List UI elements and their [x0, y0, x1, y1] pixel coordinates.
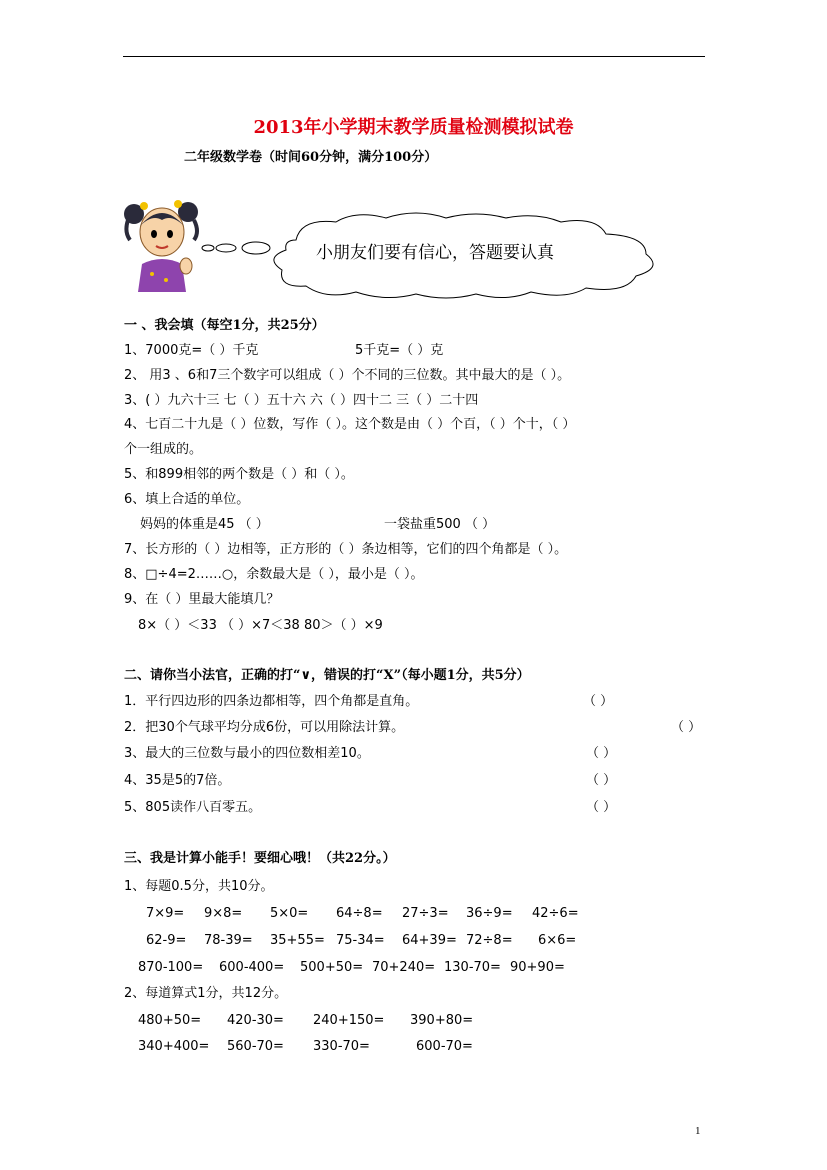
judge-item-4: 4、35是5的7倍。	[124, 773, 231, 788]
q3-line: 3、( ）九六十三 七（ ）五十六 六（ ）四十二 三（ ）二十四	[124, 393, 479, 408]
judge-paren-5: （ ）	[586, 800, 617, 815]
q5-line: 5、和899相邻的两个数是（ ）和（ ）。	[124, 467, 354, 482]
q4-line: 4、七百二十九是（ ）位数，写作（ ）。这个数是由（ ）个百，（ ）个十，（ ）	[124, 417, 576, 432]
calc-r1-6: 36÷9=	[466, 906, 513, 921]
calc-r1-5: 27÷3=	[402, 906, 449, 921]
calc-r1-3: 5×0=	[270, 906, 309, 921]
q6-line-b: 一袋盐重500 （ ）	[384, 517, 496, 532]
q9-line: 9、在（ ）里最大能填几？	[124, 592, 280, 607]
calc-r2-2: 78-39=	[204, 933, 253, 948]
page-number: 1	[695, 1125, 701, 1137]
q9-line-items: 8×（ ）＜33 （ ）×7＜38 80＞（ ）×9	[138, 618, 383, 633]
calc-r3-4: 70+240=	[372, 960, 436, 975]
calc-r2-5: 64+39=	[402, 933, 457, 948]
calc-r2-7: 6×6=	[538, 933, 577, 948]
judge-paren-1: （ ）	[583, 694, 614, 709]
section3-heading: 三、我是计算小能手！要细心哦！（共22分。）	[124, 851, 396, 866]
calc-r4-4: 390+80=	[410, 1013, 474, 1028]
calc-r4-2: 420-30=	[227, 1013, 284, 1028]
calc-r4-3: 240+150=	[313, 1013, 385, 1028]
header-rule	[123, 56, 705, 57]
calc-r1-1: 7×9=	[146, 906, 185, 921]
calc-r3-3: 500+50=	[300, 960, 364, 975]
calc-r2-1: 62-9=	[146, 933, 187, 948]
calc-r1-7: 42÷6=	[532, 906, 579, 921]
judge-item-3: 3、最大的三位数与最小的四位数相差10。	[124, 746, 370, 761]
calc-r2-3: 35+55=	[270, 933, 325, 948]
calc-r3-2: 600-400=	[219, 960, 285, 975]
calc-r3-5: 130-70=	[444, 960, 501, 975]
calc-r5-2: 560-70=	[227, 1039, 284, 1054]
q6-line: 6、填上合适的单位。	[124, 492, 250, 507]
judge-item-2: 2．把30个气球平均分成6份，可以用除法计算。	[124, 720, 405, 735]
calc-sub1: 1、每题0.5分，共10分。	[124, 879, 274, 894]
q8-line: 8、□÷4=2……○，余数最大是（ ），最小是（ ）。	[124, 567, 424, 582]
calc-r5-4: 600-70=	[416, 1039, 473, 1054]
speech-text: 小朋友们要有信心，答题要认真	[316, 243, 554, 263]
q6-line-a: 妈妈的体重是45 （ ）	[140, 517, 269, 532]
exam-title: 2013年小学期末教学质量检测模拟试卷	[253, 117, 574, 138]
section1-heading: 一 、我会填（每空1分，共25分）	[124, 318, 325, 333]
calc-r1-2: 9×8=	[204, 906, 243, 921]
judge-paren-3: （ ）	[586, 746, 617, 761]
calc-r3-6: 90+90=	[510, 960, 565, 975]
q1-line-a: 1、7000克=（ ）千克	[124, 343, 259, 358]
calc-r3-1: 870-100=	[138, 960, 204, 975]
calc-sub2: 2、每道算式1分，共12分。	[124, 986, 288, 1001]
judge-item-1: 1．平行四边形的四条边都相等，四个角都是直角。	[124, 694, 419, 709]
judge-paren-4: （ ）	[586, 773, 617, 788]
calc-r5-3: 330-70=	[313, 1039, 370, 1054]
section2-heading: 二、请你当小法官，正确的打“∨，错误的打“X”（每小题1分，共5分）	[124, 668, 530, 683]
calc-r2-4: 75-34=	[336, 933, 385, 948]
calc-r5-1: 340+400=	[138, 1039, 210, 1054]
calc-r2-6: 72÷8=	[466, 933, 513, 948]
q4-line-cont: 个一组成的。	[124, 442, 203, 457]
q7-line: 7、长方形的（ ）边相等，正方形的（ ）条边相等，它们的四个角都是（ ）。	[124, 542, 568, 557]
q2-line: 2、 用3 、6和7三个数字可以组成（ ）个不同的三位数。其中最大的是（ ）。	[124, 368, 571, 383]
exam-subtitle: 二年级数学卷（时间60分钟，满分100分）	[184, 150, 438, 165]
q1-line-b: 5千克=（ ）克	[355, 343, 444, 358]
calc-r1-4: 64÷8=	[336, 906, 383, 921]
calc-r4-1: 480+50=	[138, 1013, 202, 1028]
judge-item-5: 5、805读作八百零五。	[124, 800, 262, 815]
judge-paren-2: （ ）	[671, 720, 702, 735]
